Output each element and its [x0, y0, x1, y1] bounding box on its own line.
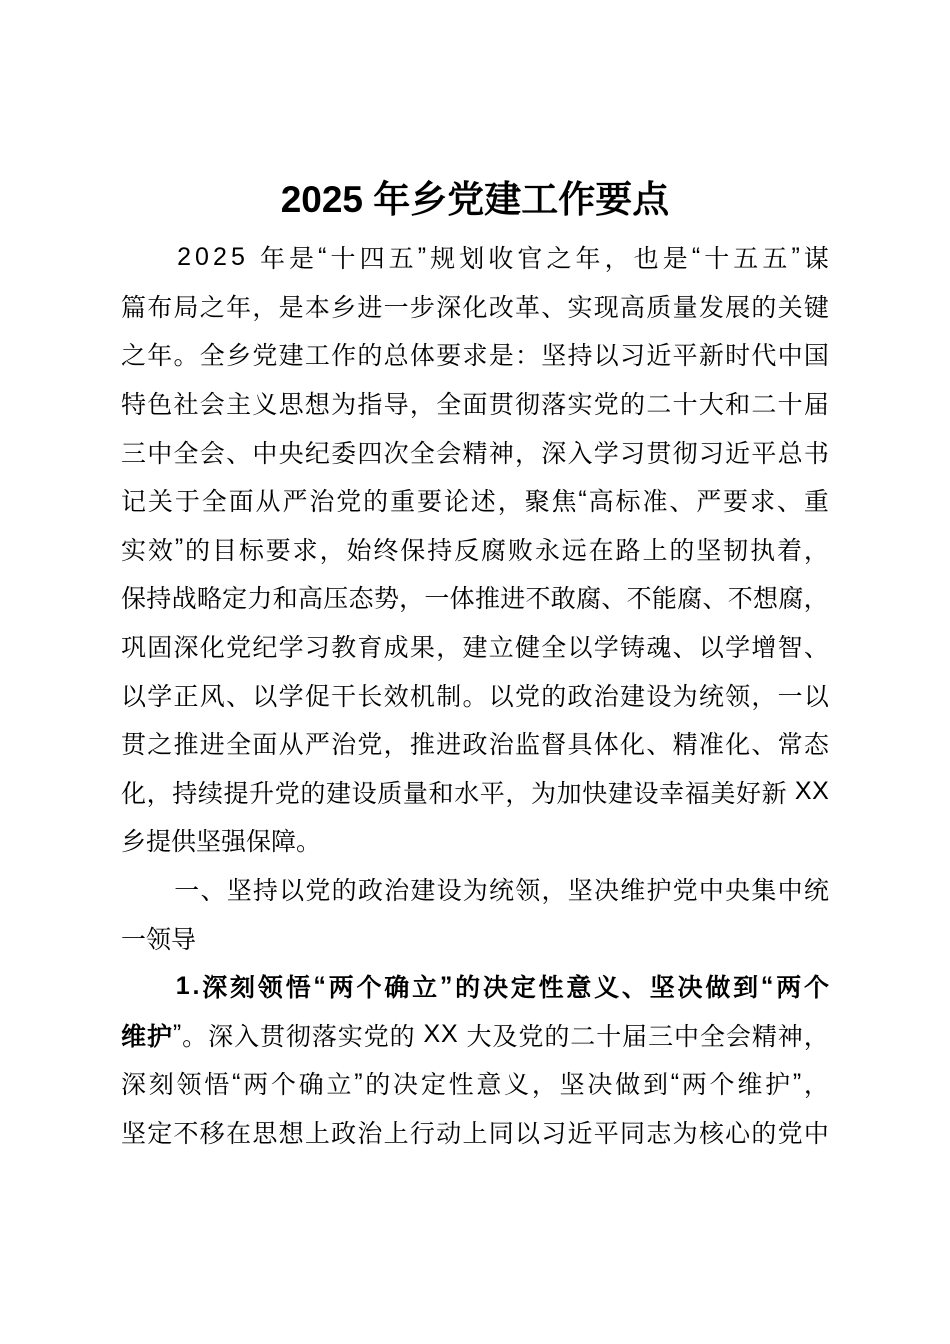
text-line: 一 、 坚 持 以 党 的 政 治 建 设 为 统 领 ， 坚 决 维 护 党 中 央 集 中 统	[174, 877, 829, 906]
text-line: 实 效 ” 的 目 标 要 求 ， 始 终 保 持 反 腐 败 永 远 在 路 上 的 坚 韧 执 着 ，	[121, 534, 829, 565]
text-line: 特 色 社 会 主 义 思 想 为 指 导 ， 全 面 贯 彻 落 实 党 的 二 十 大 和 二 十 届	[121, 391, 829, 420]
text-line: 维 护 ” 。 深 入 贯 彻 落 实 党 的 X X 大 及 党 的 二 十 届 三 中 全 会 精 神 ，	[121, 1020, 829, 1051]
text-line: 深 刻 领 悟 “ 两 个 确 立 ” 的 决 定 性 意 义 ， 坚 决 做 到 “ 两 个 维 护 ” ，	[121, 1068, 829, 1100]
text-line: 记 关 于 全 面 从 严 治 党 的 重 要 论 述 ， 聚 焦 “ 高 标 准 、 严 要 求 、 重	[121, 485, 829, 517]
document-title: 2025 年乡党建工作要点	[280, 179, 670, 220]
text-line: 一领导	[121, 925, 197, 954]
text-line: 三 中 全 会 、 中 央 纪 委 四 次 全 会 精 神 ， 深 入 学 习 贯 彻 习 近 平 总 书	[121, 439, 829, 468]
document-body	[121, 233, 829, 1156]
text-line: 坚 定 不 移 在 思 想 上 政 治 上 行 动 上 同 以 习 近 平 同 志 为 核 心 的 党 中	[121, 1119, 829, 1148]
text-line: 乡提供坚强保障。	[121, 828, 322, 857]
text-line: 之 年 。 全 乡 党 建 工 作 的 总 体 要 求 是 ： 坚 持 以 习 近 平 新 时 代 中 国	[121, 342, 829, 371]
text-line: 篇 布 局 之 年 ， 是 本 乡 进 一 步 深 化 改 革 、 实 现 高 质 量 发 展 的 关 键	[121, 293, 829, 322]
text-line: 巩 固 深 化 党 纪 学 习 教 育 成 果 ， 建 立 健 全 以 学 铸 魂 、 以 学 增 智 、	[121, 634, 829, 663]
text-line: 以 学 正 风 、 以 学 促 干 长 效 机 制 。 以 党 的 政 治 建 设 为 统 领 ， 一 以	[121, 682, 829, 711]
text-line: 2 0 2 5 年 是 “ 十 四 五 ” 规 划 收 官 之 年 ， 也 是 “ 十 五 五 ” 谋	[177, 242, 829, 274]
text-line: 化 ， 持 续 提 升 党 的 建 设 质 量 和 水 平 ， 为 加 快 建 设 幸 福 美 好 新 X X	[121, 777, 829, 808]
text-line: 1 . 深 刻 领 悟 “ 两 个 确 立 ” 的 决 定 性 意 义 、 坚 决 做 到 “ 两 个	[175, 971, 829, 1003]
text-line: 保 持 战 略 定 力 和 高 压 态 势 ， 一 体 推 进 不 敢 腐 、 不 能 腐 、 不 想 腐 ，	[121, 585, 829, 614]
text-line: 贯 之 推 进 全 面 从 严 治 党 ， 推 进 政 治 监 督 具 体 化 、 精 准 化 、 常 态	[121, 731, 829, 760]
